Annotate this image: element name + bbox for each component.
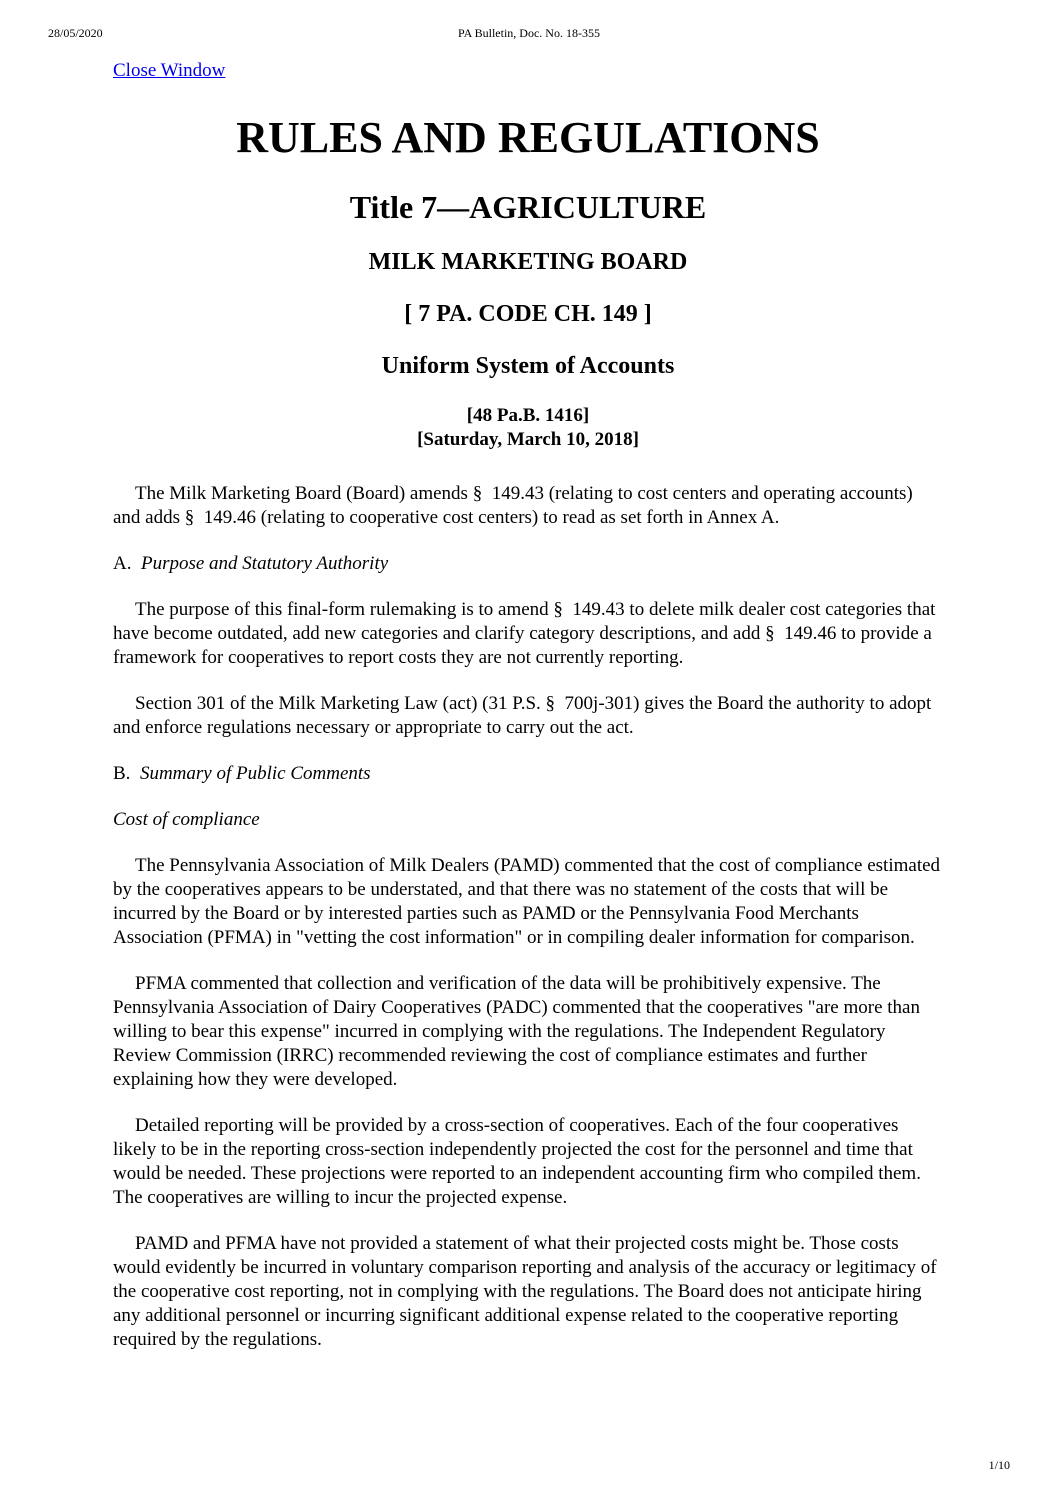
code-heading: [ 7 PA. CODE CH. 149 ] [404, 301, 652, 327]
board-heading: MILK MARKETING BOARD [368, 249, 688, 275]
section-b-title: Summary of Public Comments [139, 763, 371, 784]
subject-heading: Uniform System of Accounts [381, 353, 675, 379]
page-title: RULES AND REGULATIONS [236, 113, 820, 162]
print-date: 28/05/2020 [48, 26, 103, 40]
section-b-label: B. [113, 763, 131, 784]
title-heading: Title 7—AGRICULTURE [349, 189, 707, 225]
publication-date: [Saturday, March 10, 2018] [417, 429, 639, 450]
section-a-title: Purpose and Statutory Authority [140, 553, 389, 574]
print-document-title: PA Bulletin, Doc. No. 18-355 [458, 26, 600, 40]
cost-paragraph-4: PAMD and PFMA have not provided a statement of what their projected costs might be. Those costs would evidently be incurred in voluntary comparison reporting and analysis of the accuracy or legitimacy of the cooperative cost reporting, not in complying with the regulations. The Board does not anticipate hiring any additional personnel or incurring significant additional expense related to the cooperative reporting required by the regulations. [113, 1233, 937, 1350]
purpose-paragraph-2: Section 301 of the Milk Marketing Law (act) (31 P.S. § 700j-301) gives the Board the authority to adopt and enforce regulations necessary or appropriate to carry out the act. [113, 693, 932, 738]
page-number: 1/10 [988, 1458, 1010, 1472]
intro-paragraph: The Milk Marketing Board (Board) amends § 149.43 (relating to cost centers and operating accounts) and adds § 149.46 (relating to cooperative cost centers) to read as set forth in Annex A. [113, 483, 913, 528]
cost-of-compliance-heading: Cost of compliance [113, 809, 260, 830]
document-content [113, 58, 943, 1352]
section-a-label: A. [113, 553, 132, 574]
close-window-link[interactable]: Close Window [113, 60, 226, 81]
section-a-heading [113, 552, 943, 576]
purpose-paragraph-1: The purpose of this final-form rulemaking is to amend § 149.43 to delete milk dealer cost categories that have become outdated, add new categories and clarify category descriptions, and add § 149.46 to provide a framework for cooperatives to report costs they are not currently reporting. [113, 599, 936, 668]
cost-paragraph-1: The Pennsylvania Association of Milk Dealers (PAMD) commented that the cost of compliance estimated by the cooperatives appears to be understated, and that there was no statement of the costs that will be incurred by the Board or by interested parties such as PAMD or the Pennsylvania Food Merchants Association (PFMA) in "vetting the cost information" or in compiling dealer information for comparison. [113, 855, 941, 948]
cost-paragraph-3: Detailed reporting will be provided by a cross-section of cooperatives. Each of the four cooperatives likely to be in the reporting cross-section independently projected the cost for the personnel and time that would be needed. These projections were reported to an independent accounting firm who compiled them. The cooperatives are willing to incur the projected expense. [113, 1115, 921, 1208]
citation-block [113, 404, 943, 452]
section-b-heading [113, 762, 943, 786]
bulletin-citation: [48 Pa.B. 1416] [466, 405, 590, 426]
cost-paragraph-2: PFMA commented that collection and verification of the data will be prohibitively expensive. The Pennsylvania Association of Dairy Cooperatives (PADC) commented that the cooperatives "are more than willing to bear this expense" incurred in complying with the regulations. The Independent Regulatory Review Commission (IRRC) recommended reviewing the cost of compliance estimates and further explaining how they were developed. [113, 973, 920, 1090]
